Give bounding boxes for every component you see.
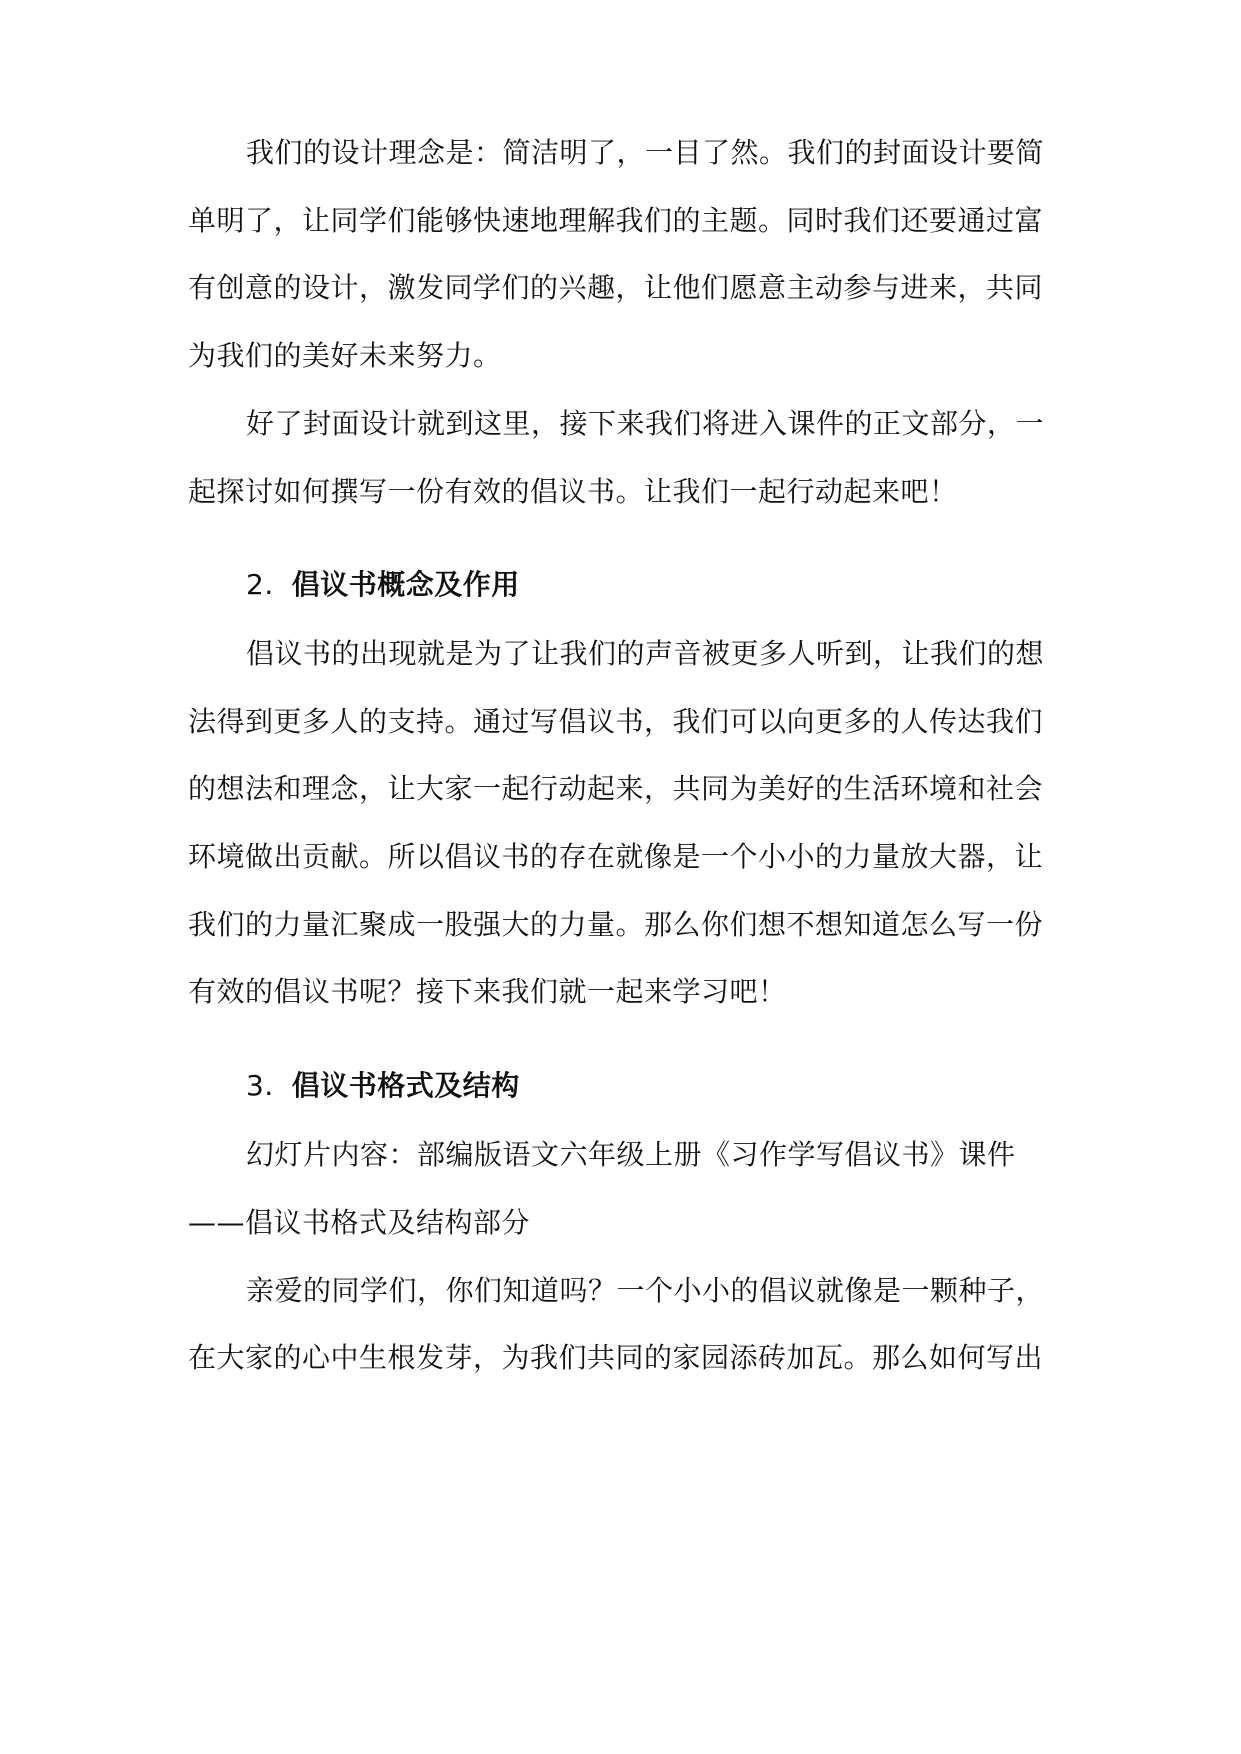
section-heading-2 [246,565,520,605]
paragraph-2-line-2: 起探讨如何撰写一份有效的倡议书。让我们一起行动起来吧！ [188,475,958,508]
paragraph-1-line-2: 单明了，让同学们能够快速地理解我们的主题。同时我们还要通过富 [188,204,1044,237]
section-heading-3 [246,1066,520,1106]
paragraph-3-line-5: 我们的力量汇聚成一股强大的力量。那么你们想不想知道怎么写一份 [188,908,1044,941]
section-heading-2-title: 倡议书概念及作用 [291,568,520,601]
paragraph-5-line-2: 在大家的心中生根发芽，为我们共同的家园添砖加瓦。那么如何写出 [188,1341,1044,1374]
paragraph-3-line-2: 法得到更多人的支持。通过写倡议书，我们可以向更多的人传达我们 [188,705,1044,738]
paragraph-3-line-6: 有效的倡议书呢？接下来我们就一起来学习吧！ [188,975,787,1008]
paragraph-2-line-1: 好了封面设计就到这里，接下来我们将进入课件的正文部分，一 [246,407,1045,440]
paragraph-5-line-1: 亲爱的同学们，你们知道吗？一个小小的倡议就像是一颗种子， [246,1274,1045,1307]
paragraph-3-line-3: 的想法和理念，让大家一起行动起来，共同为美好的生活环境和社会 [188,772,1044,805]
section-heading-3-title: 倡议书格式及结构 [291,1069,520,1102]
paragraph-1-line-1: 我们的设计理念是：简洁明了，一目了然。我们的封面设计要简 [246,136,1045,169]
paragraph-3-line-1: 倡议书的出现就是为了让我们的声音被更多人听到，让我们的想 [246,637,1045,670]
paragraph-1-line-3: 有创意的设计，激发同学们的兴趣，让他们愿意主动参与进来，共同 [188,271,1044,304]
section-heading-3-number: 3. [246,1069,274,1102]
paragraph-4-line-1: 幻灯片内容：部编版语文六年级上册《习作学写倡议书》课件 [246,1138,1016,1171]
paragraph-1-line-4: 为我们的美好未来努力。 [188,339,502,372]
paragraph-4-line-2: ——倡议书格式及结构部分 [188,1206,531,1239]
section-heading-2-number: 2. [246,568,274,601]
paragraph-3-line-4: 环境做出贡献。所以倡议书的存在就像是一个小小的力量放大器，让 [188,840,1044,873]
